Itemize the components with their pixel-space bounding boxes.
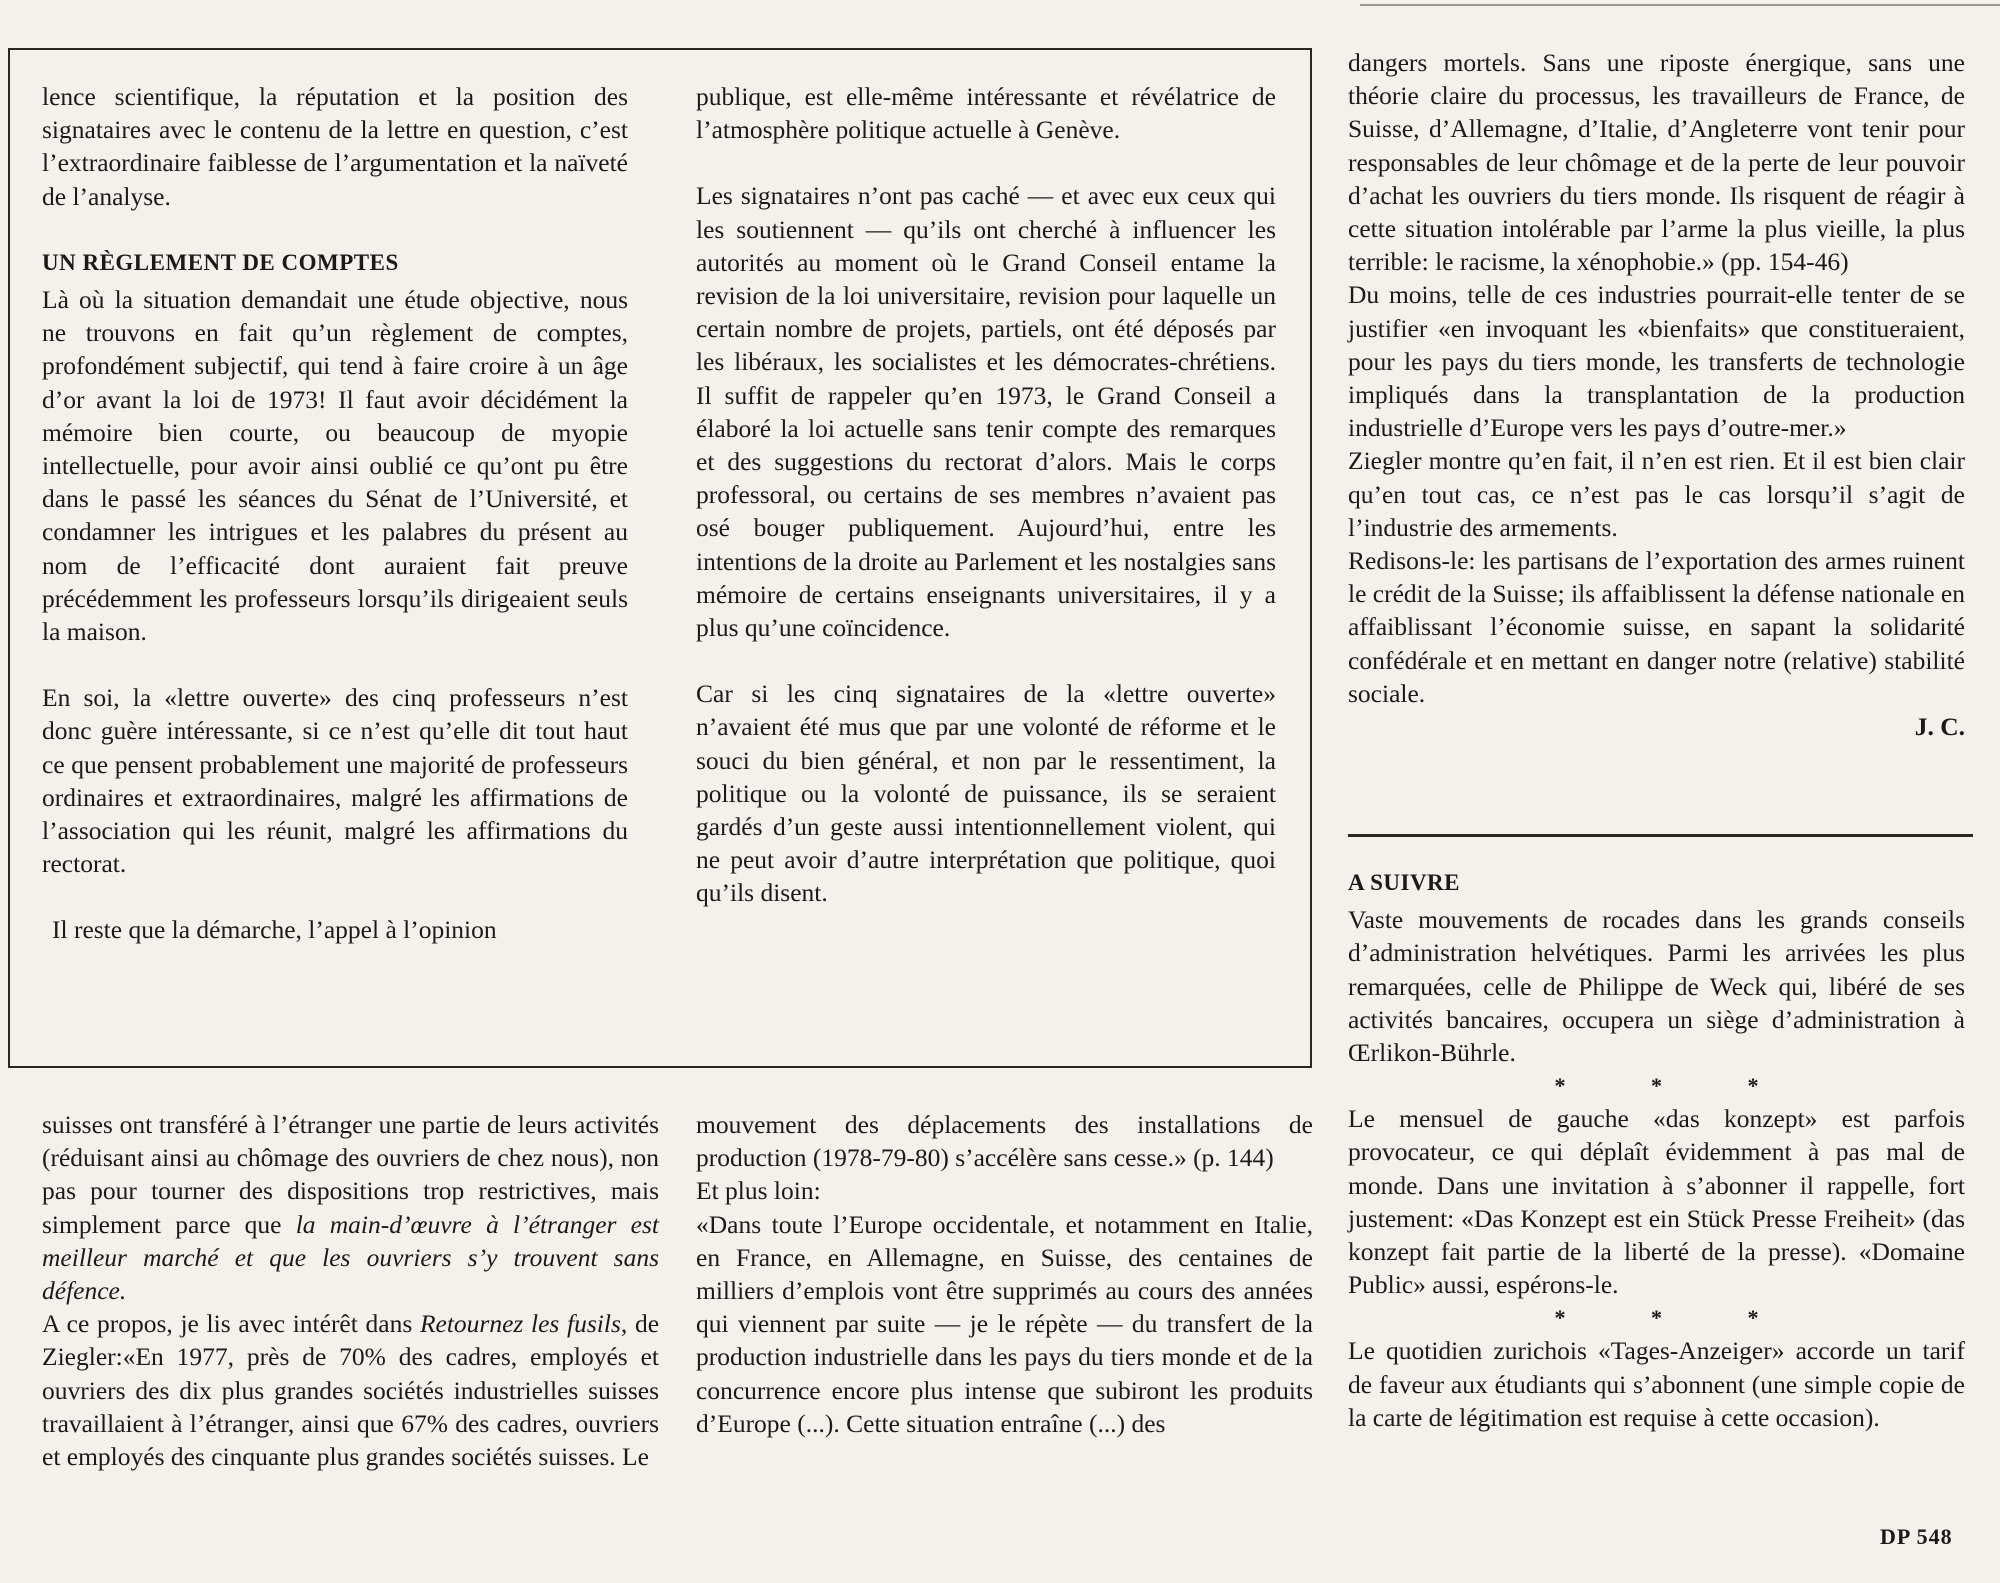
section-heading: A SUIVRE xyxy=(1348,870,1461,895)
paragraph: Redisons-le: les partisans de l’exportation des armes ruinent le crédit de la Suisse; ils affaiblissent la défense nationale en affaiblissant l’économie suisse, en sapant la solidarité confédérale et en mettant en danger notre (relative) stabilité sociale. xyxy=(1348,546,1965,708)
paragraph: Vaste mouvements de rocades dans les grands conseils d’administration helvétiques. Parmi les arrivées les plus remarquées, celle de Philippe de Weck qui, libéré de ses activités bancaires, occupera un siège d’administration à Œrlikon-Bührle. xyxy=(1348,905,1965,1068)
separator-stars: * * * xyxy=(1554,1305,1799,1331)
paragraph: Car si les cinq signataires de la «lettre ouverte» n’avaient été mus que par une volonté de réforme et le souci du bien général, et non par le ressentiment, la politique ou la volonté de puissance, ils se seraient gardés d’un geste aussi intentionnellement violent, qui ne peut avoir d’autre interprétation que politique, quoi qu’ils disent. xyxy=(696,679,1276,908)
text-run: , de Ziegler:«En 1977, près de 70% des cadres, employés et ouvriers des dix plus grandes sociétés industrielles suisses travaillaient à l’étranger, ainsi que 67% des cadres, ouvriers et employés des cinquante plus grandes sociétés suisses. Le xyxy=(42,1309,660,1472)
paragraph: Le quotidien zurichois «Tages-Anzeiger» accorde un tarif de faveur aux étudiants qui s’abonnent (une simple copie de la carte de légitimation est requise à cette occasion). xyxy=(1348,1336,1965,1432)
text-run: A ce propos, je lis avec intérêt dans xyxy=(42,1309,413,1339)
paragraph: Le mensuel de gauche «das konzept» est parfois provocateur, ce qui déplaît évidemment à pas mal de monde. Dans une invitation à s’abonner il rappelle, fort justement: «Das Konzept est ein Stück Presse Freiheit» (das konzept fait partie de la liberté de la presse). «Domaine Public» aussi, espérons-le. xyxy=(1348,1104,1965,1300)
author-signature: J. C. xyxy=(1914,712,1965,742)
paragraph: mouvement des déplacements des installations de production (1978-79-80) s’accélère sans cesse.» (p. 144) xyxy=(696,1110,1313,1173)
paragraph: Ziegler montre qu’en fait, il n’en est rien. Et il est bien clair qu’en tout cas, ce n’est pas le cas lorsqu’il s’agit de l’industrie des armements. xyxy=(1348,446,1965,542)
paragraph: Il reste que la démarche, l’appel à l’opinion xyxy=(52,915,497,945)
paragraph: publique, est elle-même intéressante et révélatrice de l’atmosphère politique actuelle à Genève. xyxy=(696,82,1276,145)
separator-stars: * * * xyxy=(1554,1073,1799,1099)
section-heading: UN RÈGLEMENT DE COMPTES xyxy=(42,249,399,275)
section-rule xyxy=(1348,834,1973,837)
paragraph: Là où la situation demandait une étude objective, nous ne trouvons en fait qu’un règlement de comptes, profondément subjectif, qui tend à faire croire à un âge d’or avant la loi de 1973! Il faut avoir décidément la mémoire bien courte, ou beaucoup de myopie intellectuelle, pour avoir ainsi oublié ce qu’ont pu être dans le passé les séances du Sénat de l’Université, et condamner les intrigues et les palabres du présent au nom de l’efficacité dont auraient fait preuve précédemment les professeurs lorsqu’ils dirigeaient seuls la maison. xyxy=(42,285,628,647)
paragraph: En soi, la «lettre ouverte» des cinq professeurs n’est donc guère intéressante, si ce n’est qu’elle dit tout haut ce que pensent probablement une majorité de professeurs ordinaires et extraordinaires, malgré les affirmations de l’association qui les réunit, malgré les affirmations du rectorat. xyxy=(42,683,628,879)
paragraph: Du moins, telle de ces industries pourrait-elle tenter de se justifier «en invoquant les «bienfaits» que constitueraient, pour les pays du tiers monde, les transferts de technologie impliqués dans la transplantation de la production industrielle d’Europe vers les pays d’outre-mer.» xyxy=(1348,280,1965,443)
paragraph xyxy=(42,1108,659,1307)
paragraph: dangers mortels. Sans une riposte énergique, sans une théorie claire du processus, les travailleurs de France, de Suisse, d’Allemagne, d’Italie, d’Angleterre vont tenir pour responsables de leur chômage et de la perte de leur pouvoir d’achat les ouvriers du tiers monde. Ils risquent de réagir à cette situation intolérable par l’arme la plus vieille, la plus terrible: le racisme, la xénophobie.» (pp. 154-46) xyxy=(1348,48,1965,277)
top-rule xyxy=(1360,4,2000,6)
book-title: Retournez les fusils xyxy=(419,1309,621,1339)
paragraph: Les signataires n’ont pas caché — et avec eux ceux qui les soutiennent — qu’ils ont cherché à influencer les autorités au moment où le Grand Conseil entame la revision de la loi universitaire, revision pour laquelle un certain nombre de projets, partiels, ont été déposés par les libéraux, les socialistes et les démocrates-chrétiens. Il suffit de rappeler qu’en 1973, le Grand Conseil a élaboré la loi actuelle sans tenir compte des remarques et des suggestions du rectorat d’alors. Mais le corps professoral, ou certains de ses membres n’avaient pas osé bouger publiquement. Aujourd’hui, entre les intentions de la droite au Parlement et les nostalgies sans mémoire de certains enseignants universitaires, il y a plus qu’une coïncidence. xyxy=(696,181,1276,643)
paragraph xyxy=(42,1307,659,1473)
box-column-1 xyxy=(42,80,628,947)
paragraph: lence scientifique, la réputation et la position des signataires avec le contenu de la lettre en question, c’est l’extraordinaire faiblesse de l’argumentation et la naïveté de l’analyse. xyxy=(42,82,628,211)
lower-column-1 xyxy=(42,1108,659,1473)
page-footer: DP 548 xyxy=(1880,1524,1953,1549)
lower-column-2 xyxy=(696,1108,1313,1440)
right-column-briefs xyxy=(1348,852,1965,1434)
paragraph: «Dans toute l’Europe occidentale, et notamment en Italie, en France, en Allemagne, en Suisse, des centaines de milliers d’emplois vont être supprimés au cours des années qui viennent par suite — je le répète — du transfert de la production industrielle dans les pays du tiers monde et de la concurrence encore plus intense que subiront les produits d’Europe (...). Cette situation entraîne (...) des xyxy=(696,1209,1313,1438)
right-column xyxy=(1348,46,1965,743)
paragraph: Et plus loin: xyxy=(696,1176,821,1206)
emphasis-text: la main-d’œuvre à l’étranger est meilleur marché et que les ouvriers s’y trouvent sans défence. xyxy=(42,1209,660,1306)
box-column-2 xyxy=(696,80,1276,910)
text-run: suisses ont transféré à l’étranger une partie de leurs activités (réduisant ainsi au chômage des ouvriers de chez nous), non pas pour tourner des dispositions trop restrictives, mais simplement parce que xyxy=(42,1110,659,1239)
